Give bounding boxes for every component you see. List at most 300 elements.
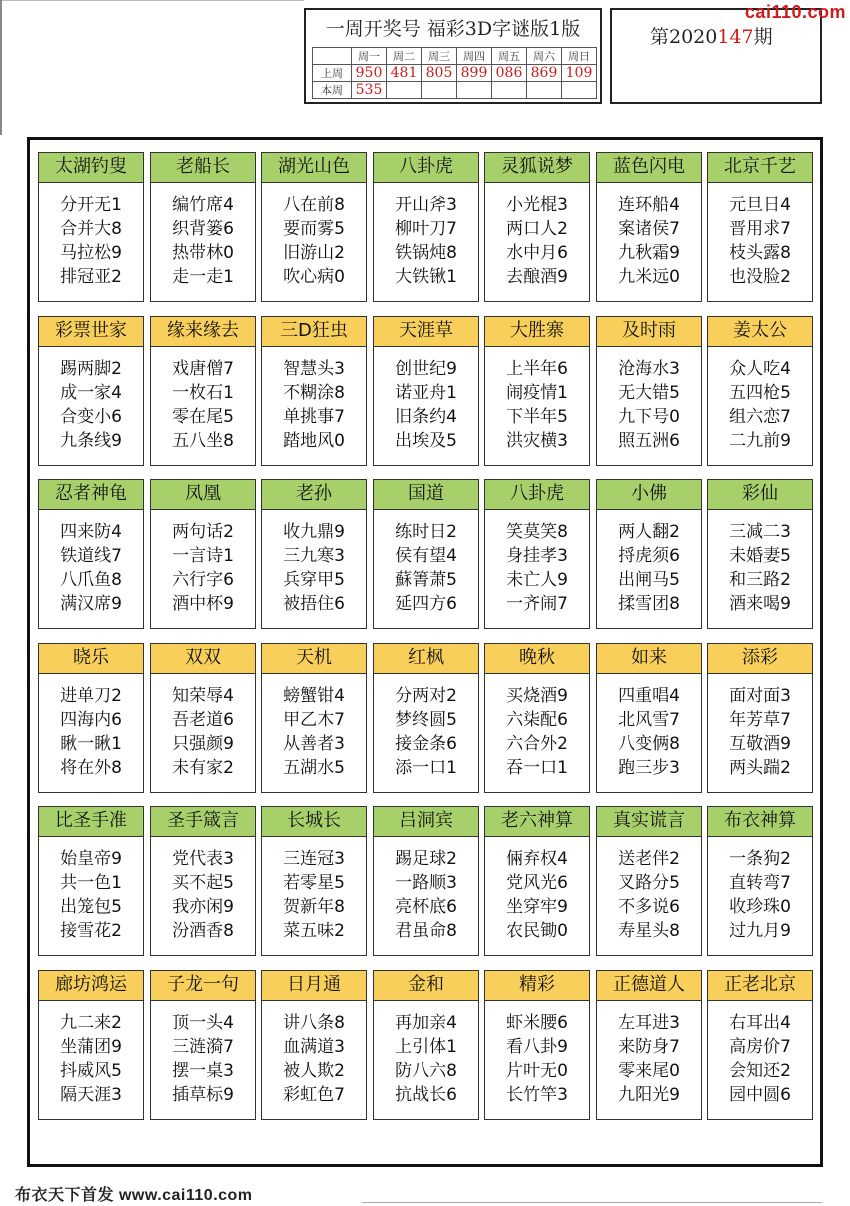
riddle-line: 插草标9: [172, 1085, 234, 1105]
riddle-line: 捋虎须6: [618, 546, 680, 566]
riddle-card-lines: [151, 357, 255, 453]
riddle-card-lines: [151, 847, 255, 943]
riddle-line: 创世纪9: [395, 359, 457, 379]
riddle-line: 抖威风5: [60, 1061, 122, 1081]
riddle-line: 下半年5: [506, 407, 568, 427]
riddle-line: 坐蒲团9: [60, 1037, 122, 1057]
riddle-line: 会知还2: [729, 1061, 791, 1081]
riddle-line: 叉路分5: [618, 873, 680, 893]
riddle-line: 枝头露8: [729, 243, 791, 263]
riddle-line: 共一色1: [60, 873, 122, 893]
riddle-line: 三九寒3: [283, 546, 345, 566]
day-header-row: [313, 48, 597, 65]
draw-number: 109: [562, 65, 597, 82]
riddle-card: [150, 316, 256, 466]
riddle-line: 八爪鱼8: [60, 570, 122, 590]
top-border-line: [0, 0, 304, 1]
riddle-card: [484, 316, 590, 466]
riddle-line: 梦终圆5: [395, 710, 457, 730]
riddle-card-lines: [151, 1011, 255, 1107]
riddle-line: 三连冠3: [283, 849, 345, 869]
last-week-label: 上周: [313, 65, 352, 82]
riddle-card-lines: [374, 1011, 478, 1107]
riddle-line: 元旦日4: [729, 195, 791, 215]
riddle-line: 九阳光9: [618, 1085, 680, 1105]
riddle-line: 一条狗2: [729, 849, 791, 869]
riddle-line: 进单刀2: [60, 686, 122, 706]
riddle-card-title: 八卦虎: [374, 153, 478, 183]
riddle-line: 分两对2: [395, 686, 457, 706]
draw-number: 086: [492, 65, 527, 82]
riddle-line: 洪灾横3: [506, 431, 568, 451]
riddle-line: 照五洲6: [618, 431, 680, 451]
riddle-line: 一齐闹7: [506, 594, 568, 614]
riddle-line: 党风光6: [506, 873, 568, 893]
period-number: [650, 22, 773, 49]
riddle-card: [707, 152, 813, 302]
riddle-line: 吞一口1: [506, 758, 568, 778]
riddle-card-lines: [708, 520, 812, 616]
draw-number: 535: [352, 82, 387, 99]
riddle-card-lines: [262, 520, 366, 616]
riddle-line: 只强颜9: [172, 734, 234, 754]
riddle-line: 来防身7: [618, 1037, 680, 1057]
riddle-card: [38, 806, 144, 956]
riddle-card-lines: [485, 193, 589, 289]
riddle-line: 五八坐8: [172, 431, 234, 451]
last-week-row: [313, 65, 597, 82]
riddle-line: 单挑事7: [283, 407, 345, 427]
riddle-line: 直转弯7: [729, 873, 791, 893]
riddle-line: 组六恋7: [729, 407, 791, 427]
riddle-line: 六合外2: [506, 734, 568, 754]
riddle-line: 亮杯底6: [395, 897, 457, 917]
riddle-card-lines: [708, 193, 812, 289]
header-title: 一周开奖号 福彩3D字谜版1版: [325, 18, 581, 40]
riddle-line: 蘇箐萧5: [395, 570, 457, 590]
riddle-card-title: 如来: [597, 644, 701, 674]
riddle-card-title: 国道: [374, 480, 478, 510]
riddle-card-lines: [262, 1011, 366, 1107]
draw-number: [562, 82, 597, 99]
riddle-line: 六行字6: [172, 570, 234, 590]
riddle-card: [150, 806, 256, 956]
riddle-line: 九下号0: [618, 407, 680, 427]
riddle-card-lines: [39, 520, 143, 616]
riddle-line: 二九前9: [729, 431, 791, 451]
riddle-line: 一言诗1: [172, 546, 234, 566]
riddle-line: 出埃及5: [395, 431, 457, 451]
riddle-line: 四海内6: [60, 710, 122, 730]
riddle-card-lines: [39, 847, 143, 943]
riddle-card-title: 凤凰: [151, 480, 255, 510]
riddle-card: [484, 806, 590, 956]
riddle-card: [484, 643, 590, 793]
riddle-card-lines: [151, 193, 255, 289]
riddle-line: 片叶无0: [506, 1061, 568, 1081]
riddle-card-title: 小佛: [597, 480, 701, 510]
riddle-line: 酒来喝9: [729, 594, 791, 614]
riddle-card: [373, 643, 479, 793]
riddle-card-lines: [485, 357, 589, 453]
draw-number: 481: [387, 65, 422, 82]
riddle-card: [150, 152, 256, 302]
riddle-card-title: 比圣手准: [39, 807, 143, 837]
riddle-card-title: 天机: [262, 644, 366, 674]
riddle-line: 买不起5: [172, 873, 234, 893]
riddle-line: 零来尾0: [618, 1061, 680, 1081]
riddle-line: 众人吃4: [729, 359, 791, 379]
riddle-card: [38, 479, 144, 629]
draw-number: [422, 82, 457, 99]
riddle-card-title: 吕洞宾: [374, 807, 478, 837]
riddle-line: 彩虹色7: [283, 1085, 345, 1105]
riddle-line: 两口人2: [506, 219, 568, 239]
riddle-line: 去酿酒9: [506, 267, 568, 287]
riddle-line: 寿星头8: [618, 921, 680, 941]
riddle-line: 北风雪7: [618, 710, 680, 730]
riddle-line: 四重唱4: [618, 686, 680, 706]
draw-number: 869: [527, 65, 562, 82]
day-label: 周六: [527, 48, 562, 65]
riddle-card-lines: [39, 193, 143, 289]
riddle-card-lines: [597, 847, 701, 943]
riddle-line: 收珍珠0: [729, 897, 791, 917]
riddle-card: [261, 643, 367, 793]
riddle-card-title: 大胜寨: [485, 317, 589, 347]
riddle-card-lines: [374, 193, 478, 289]
riddle-line: 讲八条8: [283, 1013, 345, 1033]
riddle-line: 不糊涂8: [283, 383, 345, 403]
riddle-line: 接金条6: [395, 734, 457, 754]
this-week-label: 本周: [313, 82, 352, 99]
weekly-draw-table: [312, 47, 597, 99]
left-border-line: [0, 0, 2, 135]
riddle-line: 互敬酒9: [729, 734, 791, 754]
riddle-card-title: 廊坊鸿运: [39, 971, 143, 1001]
riddle-card-lines: [597, 193, 701, 289]
riddle-line: 菜五味2: [283, 921, 345, 941]
riddle-card-lines: [151, 684, 255, 780]
riddle-line: 被捂住6: [283, 594, 345, 614]
riddle-card-lines: [374, 684, 478, 780]
riddle-card-title: 老船长: [151, 153, 255, 183]
riddle-line: 沧海水3: [618, 359, 680, 379]
riddle-line: 上引体1: [395, 1037, 457, 1057]
riddle-card-title: 老六神算: [485, 807, 589, 837]
riddle-card-title: 蓝色闪电: [597, 153, 701, 183]
riddle-card-title: 日月通: [262, 971, 366, 1001]
draw-number: [457, 82, 492, 99]
riddle-line: 也没脸2: [729, 267, 791, 287]
riddle-card: [38, 316, 144, 466]
riddle-card-lines: [39, 357, 143, 453]
riddle-card-title: 湖光山色: [262, 153, 366, 183]
riddle-card-title: 真实谎言: [597, 807, 701, 837]
riddle-card-lines: [39, 684, 143, 780]
riddle-card: [373, 806, 479, 956]
riddle-line: 八变俩8: [618, 734, 680, 754]
riddle-line: 铁道线7: [60, 546, 122, 566]
riddle-line: 从善者3: [283, 734, 345, 754]
riddle-card-lines: [708, 1011, 812, 1107]
riddle-card: [38, 643, 144, 793]
riddle-card-title: 圣手箴言: [151, 807, 255, 837]
riddle-line: 三减二3: [729, 522, 791, 542]
riddle-card-title: 太湖钓叟: [39, 153, 143, 183]
riddle-line: 抗战长6: [395, 1085, 457, 1105]
riddle-card-title: 彩仙: [708, 480, 812, 510]
riddle-card-title: 布衣神算: [708, 807, 812, 837]
riddle-line: 跑三步3: [618, 758, 680, 778]
riddle-line: 闹疫情1: [506, 383, 568, 403]
riddle-line: 柳叶刀7: [395, 219, 457, 239]
this-week-row: [313, 82, 597, 99]
riddle-card: [707, 643, 813, 793]
riddle-card-title: 八卦虎: [485, 480, 589, 510]
riddle-line: 未有家2: [172, 758, 234, 778]
riddle-line: 始皇帝9: [60, 849, 122, 869]
riddle-line: 满汉席9: [60, 594, 122, 614]
riddle-card-lines: [597, 520, 701, 616]
riddle-line: 九条线9: [60, 431, 122, 451]
riddle-line: 摆一桌3: [172, 1061, 234, 1081]
riddle-line: 贺新年8: [283, 897, 345, 917]
riddle-card-title: 双双: [151, 644, 255, 674]
riddle-line: 诺亚舟1: [395, 383, 457, 403]
riddle-line: 旧条约4: [395, 407, 457, 427]
riddle-card-title: 忍者神龟: [39, 480, 143, 510]
riddle-line: 吾老道6: [172, 710, 234, 730]
riddle-line: 要而雾5: [283, 219, 345, 239]
riddle-line: 螃蟹钳4: [283, 686, 345, 706]
riddle-card-title: 晓乐: [39, 644, 143, 674]
riddle-line: 铁锅炖8: [395, 243, 457, 263]
riddle-line: 兵穿甲5: [283, 570, 345, 590]
riddle-card-title: 长城长: [262, 807, 366, 837]
riddle-card: [596, 643, 702, 793]
riddle-card: [373, 970, 479, 1120]
riddle-line: 戏唐僧7: [172, 359, 234, 379]
riddle-line: 接雪花2: [60, 921, 122, 941]
riddle-line: 踏地风0: [283, 431, 345, 451]
riddle-card-lines: [262, 193, 366, 289]
riddle-line: 吹心病0: [283, 267, 345, 287]
riddle-line: 买烧酒9: [506, 686, 568, 706]
riddle-line: 旧游山2: [283, 243, 345, 263]
riddle-line: 我亦闲9: [172, 897, 234, 917]
riddle-card-lines: [485, 684, 589, 780]
riddle-card: [484, 479, 590, 629]
riddle-card-title: 正德道人: [597, 971, 701, 1001]
riddle-card: [38, 970, 144, 1120]
riddle-card-lines: [597, 357, 701, 453]
riddle-card-title: 及时雨: [597, 317, 701, 347]
riddle-line: 知荣辱4: [172, 686, 234, 706]
riddle-card-lines: [262, 357, 366, 453]
riddle-line: 收九鼎9: [283, 522, 345, 542]
riddle-card: [707, 970, 813, 1120]
riddle-card: [373, 316, 479, 466]
riddle-card-title: 天涯草: [374, 317, 478, 347]
riddle-card: [707, 479, 813, 629]
riddle-card: [596, 806, 702, 956]
riddle-card-lines: [262, 847, 366, 943]
riddle-line: 水中月6: [506, 243, 568, 263]
riddle-line: 案诸侯7: [618, 219, 680, 239]
riddle-card: [38, 152, 144, 302]
riddle-line: 五四枪5: [729, 383, 791, 403]
riddle-card: [150, 479, 256, 629]
riddle-line: 虾米腰6: [506, 1013, 568, 1033]
riddle-line: 成一家4: [60, 383, 122, 403]
riddle-card-title: 金和: [374, 971, 478, 1001]
riddle-card: [596, 970, 702, 1120]
riddle-line: 走一走1: [172, 267, 234, 287]
riddle-line: 练时日2: [395, 522, 457, 542]
riddle-card: [373, 479, 479, 629]
riddle-card-lines: [151, 520, 255, 616]
riddle-line: 未婚妻5: [729, 546, 791, 566]
riddle-line: 被人欺2: [283, 1061, 345, 1081]
riddle-line: 马拉松9: [60, 243, 122, 263]
riddle-card-lines: [708, 357, 812, 453]
riddle-line: 党代表3: [172, 849, 234, 869]
riddle-card-title: 红枫: [374, 644, 478, 674]
riddle-line: 不多说6: [618, 897, 680, 917]
riddle-line: 晋用求7: [729, 219, 791, 239]
riddle-card: [261, 970, 367, 1120]
day-label: 周三: [422, 48, 457, 65]
riddle-card: [261, 152, 367, 302]
riddle-line: 连环船4: [618, 195, 680, 215]
riddle-line: 上半年6: [506, 359, 568, 379]
riddle-card-lines: [485, 520, 589, 616]
riddle-line: 长竹竿3: [506, 1085, 568, 1105]
footer-divider: [362, 1202, 822, 1203]
draw-number: 899: [457, 65, 492, 82]
riddle-card-lines: [39, 1011, 143, 1107]
riddle-card: [596, 316, 702, 466]
riddle-card: [596, 152, 702, 302]
riddle-line: 延四方6: [395, 594, 457, 614]
riddle-line: 汾酒香8: [172, 921, 234, 941]
riddle-line: 身挂孝3: [506, 546, 568, 566]
riddle-line: 顶一头4: [172, 1013, 234, 1033]
riddle-line: 瞅一瞅1: [60, 734, 122, 754]
riddle-card-lines: [597, 684, 701, 780]
riddle-line: 零在尾5: [172, 407, 234, 427]
riddle-card-title: 灵狐说梦: [485, 153, 589, 183]
riddle-card: [484, 970, 590, 1120]
day-label: 周一: [352, 48, 387, 65]
riddle-card-title: 晚秋: [485, 644, 589, 674]
riddle-line: 侯有望4: [395, 546, 457, 566]
riddle-line: 大铁锹1: [395, 267, 457, 287]
riddle-card-lines: [374, 357, 478, 453]
riddle-line: 编竹席4: [172, 195, 234, 215]
draw-number: [492, 82, 527, 99]
riddle-card: [484, 152, 590, 302]
riddle-line: 两句话2: [172, 522, 234, 542]
riddle-line: 君虽命8: [395, 921, 457, 941]
riddle-card: [596, 479, 702, 629]
day-label: 周五: [492, 48, 527, 65]
riddle-card-title: 老孙: [262, 480, 366, 510]
riddle-card-title: 精彩: [485, 971, 589, 1001]
riddle-card-lines: [374, 520, 478, 616]
riddle-line: 右耳出4: [729, 1013, 791, 1033]
riddle-line: 合并大8: [60, 219, 122, 239]
riddle-line: 隔天涯3: [60, 1085, 122, 1105]
period-suffix: 期: [753, 26, 773, 48]
riddle-card-lines: [708, 684, 812, 780]
riddle-line: 倆弃权4: [506, 849, 568, 869]
riddle-card-lines: [485, 847, 589, 943]
riddle-line: 织背篓6: [172, 219, 234, 239]
riddle-line: 八在前8: [283, 195, 345, 215]
riddle-card-title: 正老北京: [708, 971, 812, 1001]
day-label: 周日: [562, 48, 597, 65]
riddle-line: 踢两脚2: [60, 359, 122, 379]
draw-number: [387, 82, 422, 99]
riddle-card-title: 缘来缘去: [151, 317, 255, 347]
riddle-line: 开山斧3: [395, 195, 457, 215]
riddle-line: 九二来2: [60, 1013, 122, 1033]
riddle-line: 将在外8: [60, 758, 122, 778]
riddle-card: [261, 479, 367, 629]
riddle-line: 一路顺3: [395, 873, 457, 893]
riddle-line: 送老伴2: [618, 849, 680, 869]
riddle-line: 两人翻2: [618, 522, 680, 542]
riddle-line: 分开无1: [60, 195, 122, 215]
period-issue: 147: [717, 26, 754, 48]
draw-number: 805: [422, 65, 457, 82]
riddle-line: 年芳草7: [729, 710, 791, 730]
riddle-line: 农民锄0: [506, 921, 568, 941]
riddle-line: 踢足球2: [395, 849, 457, 869]
riddle-line: 合变小6: [60, 407, 122, 427]
riddle-line: 热带林0: [172, 243, 234, 263]
riddle-card-title: 北京千艺: [708, 153, 812, 183]
riddle-line: 血满道3: [283, 1037, 345, 1057]
riddle-line: 六柒配6: [506, 710, 568, 730]
riddle-line: 添一口1: [395, 758, 457, 778]
riddle-line: 九米远0: [618, 267, 680, 287]
riddle-line: 甲乙木7: [283, 710, 345, 730]
riddle-card: [373, 152, 479, 302]
draw-results-box: [304, 8, 602, 104]
riddle-card-title: 彩票世家: [39, 317, 143, 347]
period-prefix: 第2020: [650, 26, 718, 48]
riddle-line: 出笼包5: [60, 897, 122, 917]
riddle-line: 左耳进3: [618, 1013, 680, 1033]
riddle-card: [707, 316, 813, 466]
day-label: 周二: [387, 48, 422, 65]
riddle-line: 四来防4: [60, 522, 122, 542]
riddle-card-title: 子龙一句: [151, 971, 255, 1001]
site-logo: cai110.com: [744, 2, 846, 22]
riddle-line: 五湖水5: [283, 758, 345, 778]
riddle-card: [261, 806, 367, 956]
riddle-line: 一枚石1: [172, 383, 234, 403]
riddle-card-lines: [597, 1011, 701, 1107]
riddle-line: 笑莫笑8: [506, 522, 568, 542]
riddle-line: 九秋霜9: [618, 243, 680, 263]
day-label: 周四: [457, 48, 492, 65]
riddle-card-lines: [262, 684, 366, 780]
riddle-line: 若零星5: [283, 873, 345, 893]
